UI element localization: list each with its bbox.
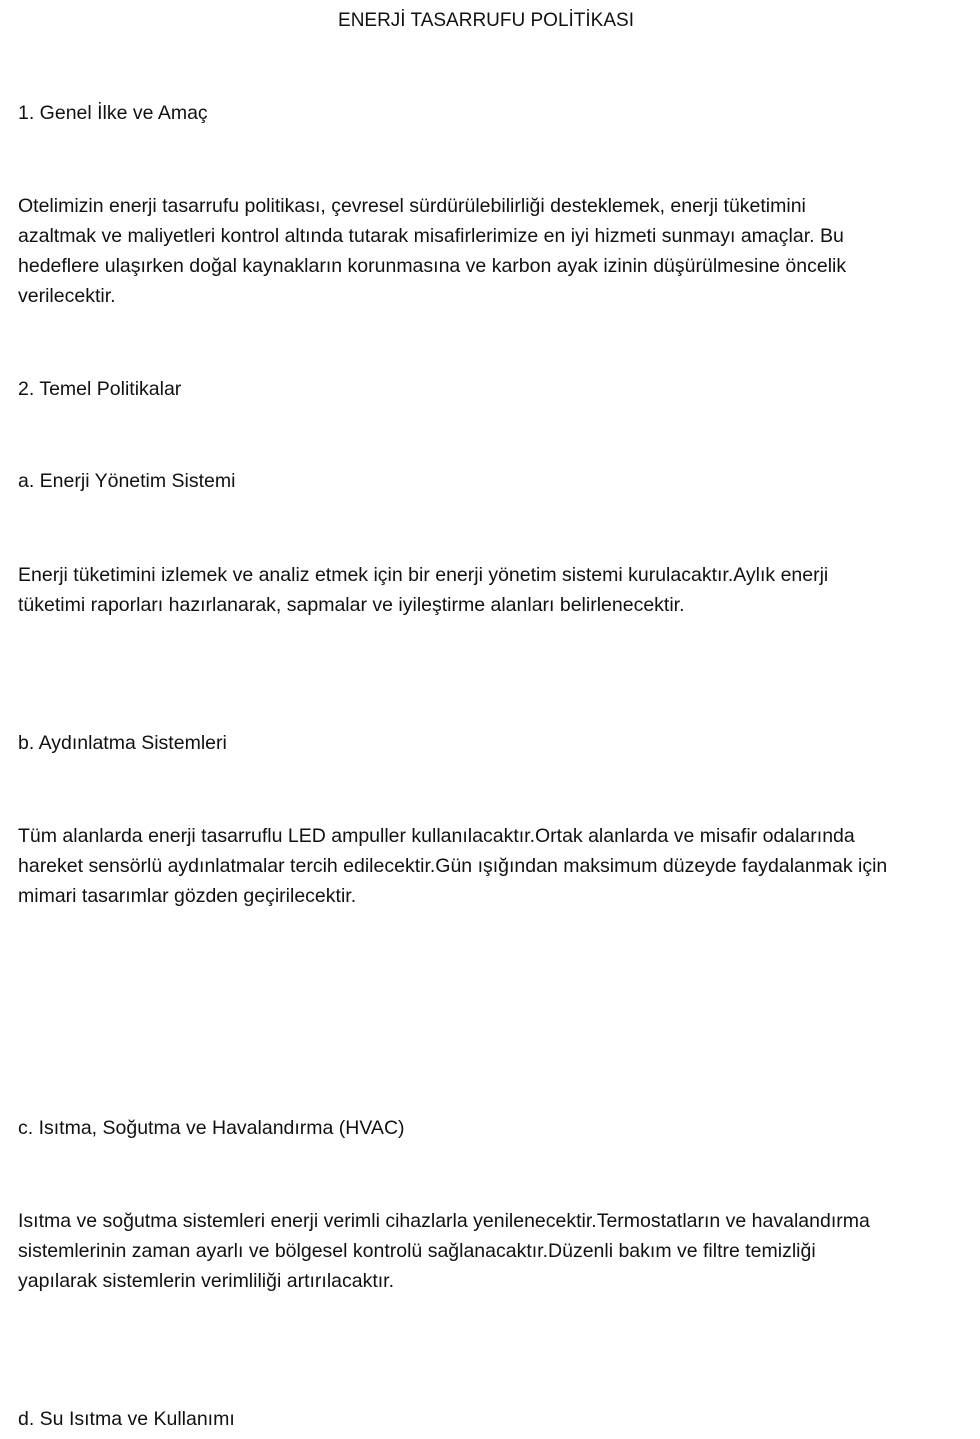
paragraph-line: Isıtma ve soğutma sistemleri enerji verimli cihazlarla yenilenecektir.Termostatların ve havalandırma	[18, 1210, 870, 1232]
paragraph-line: tüketimi raporları hazırlanarak, sapmalar ve iyileştirme alanları belirlenecektir.	[18, 594, 685, 616]
paragraph-lighting	[18, 821, 962, 911]
paragraph-general	[18, 191, 962, 311]
paragraph-hvac	[18, 1206, 962, 1296]
document-title: ENERJİ TASARRUFU POLİTİKASI	[338, 10, 634, 31]
paragraph-line: yapılarak sistemlerin verimliliği artırılacaktır.	[18, 1270, 395, 1292]
paragraph-line: Tüm alanlarda enerji tasarruflu LED ampuller kullanılacaktır.Ortak alanlarda ve misafir odalarında	[18, 825, 855, 847]
subsection-heading-hvac: c. Isıtma, Soğutma ve Havalandırma (HVAC)	[18, 1117, 405, 1139]
subsection-heading-energy-management: a. Enerji Yönetim Sistemi	[18, 470, 236, 492]
paragraph-line: verilecektir.	[18, 285, 116, 307]
paragraph-energy-management	[18, 560, 962, 620]
paragraph-line: Otelimizin enerji tasarrufu politikası, çevresel sürdürülebilirliği desteklemek, enerji tüketimini	[18, 195, 806, 217]
paragraph-line: sistemlerinin zaman ayarlı ve bölgesel kontrolü sağlanacaktır.Düzenli bakım ve filtre temizliği	[18, 1240, 816, 1262]
section-heading-core-policies: 2. Temel Politikalar	[18, 378, 182, 400]
paragraph-line: hareket sensörlü aydınlatmalar tercih edilecektir.Gün ışığından maksimum düzeyde faydalanmak için	[18, 855, 888, 877]
paragraph-line: mimari tasarımlar gözden geçirilecektir.	[18, 885, 357, 907]
paragraph-line: Enerji tüketimini izlemek ve analiz etmek için bir enerji yönetim sistemi kurulacaktır.Aylık enerji	[18, 564, 829, 586]
paragraph-line: hedeflere ulaşırken doğal kaynakların korunmasına ve karbon ayak izinin düşürülmesine öncelik	[18, 255, 847, 277]
paragraph-line: azaltmak ve maliyetleri kontrol altında tutarak misafirlerimize en iyi hizmeti sunmayı amaçlar. Bu	[18, 225, 844, 247]
section-heading-general: 1. Genel İlke ve Amaç	[18, 102, 208, 124]
subsection-heading-water-heating: d. Su Isıtma ve Kullanımı	[18, 1408, 235, 1430]
subsection-heading-lighting: b. Aydınlatma Sistemleri	[18, 732, 227, 754]
